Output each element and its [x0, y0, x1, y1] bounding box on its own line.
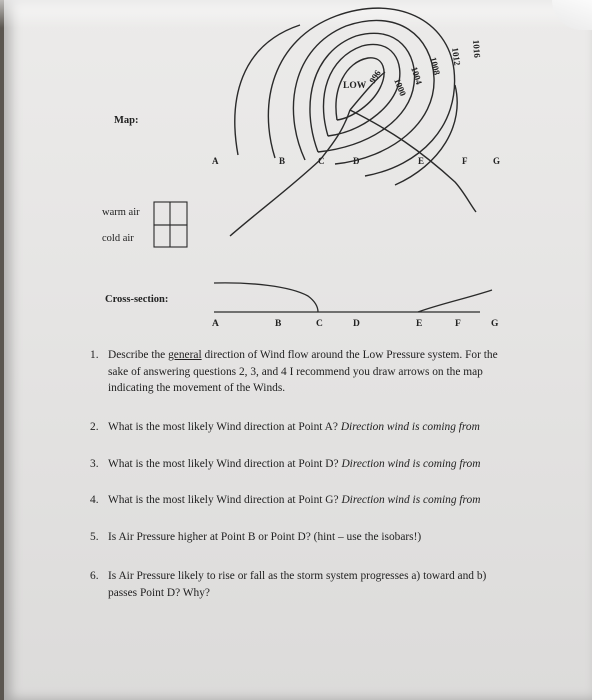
question-6-number: 6.	[90, 570, 99, 582]
question-2-answer-prompt: Direction wind is coming from	[340, 421, 480, 433]
map-point-a: A	[212, 156, 219, 166]
question-2-number: 2.	[90, 421, 99, 433]
map-point-f: F	[462, 156, 468, 166]
xs-point-e: E	[416, 319, 423, 329]
question-5-text: Is Air Pressure higher at Point B or Point D? (hint – use the isobars!)	[108, 531, 422, 543]
question-5-number: 5.	[90, 531, 99, 543]
low-label: LOW	[343, 81, 367, 91]
isobar-1012	[268, 8, 454, 176]
map-point-c: C	[318, 156, 325, 166]
xs-point-d: D	[353, 319, 360, 329]
question-5	[90, 529, 421, 546]
question-1-underlined: general	[168, 349, 202, 361]
map-point-b: B	[279, 156, 286, 166]
question-6	[90, 568, 518, 601]
xs-point-g: G	[491, 319, 499, 329]
map-point-e: E	[418, 156, 425, 166]
map-point-g: G	[493, 156, 501, 166]
legend-warm-label: warm air	[102, 207, 140, 218]
question-1-number: 1.	[90, 349, 99, 361]
legend-cold-label: cold air	[102, 233, 134, 244]
question-3-number: 3.	[90, 458, 99, 470]
xs-warm-front	[418, 290, 492, 312]
question-4-number: 4.	[90, 494, 99, 506]
question-2	[90, 419, 480, 436]
question-1-pre: Describe the	[108, 349, 169, 361]
cross-section-title: Cross-section:	[105, 294, 169, 305]
xs-point-f: F	[455, 319, 461, 329]
question-6-text: Is Air Pressure likely to rise or fall as the storm system progresses a) toward and b) passes Point D? Why?	[108, 570, 487, 599]
question-1-post: direction of Wind flow around the Low Pressure system. For the sake of answering questions 2, 3, and 4 I recommend you draw arrows on the map indicating the movement of the Winds.	[108, 349, 498, 394]
question-3	[90, 456, 480, 473]
xs-point-c: C	[316, 319, 323, 329]
isobar-label-1012: 1012	[450, 46, 463, 67]
xs-point-b: B	[275, 319, 282, 329]
isobar-label-1000: 1000	[392, 77, 409, 98]
xs-point-a: A	[212, 319, 219, 329]
map-point-d: D	[353, 156, 360, 166]
warm-front-line	[350, 110, 476, 212]
cold-front-line	[230, 110, 350, 236]
question-4-text: What is the most likely Wind direction at Point G?	[108, 494, 339, 506]
isobar-label-1008: 1008	[428, 56, 443, 76]
question-2-text: What is the most likely Wind direction at Point A?	[108, 421, 338, 433]
isobar-label-996: 996	[367, 68, 383, 86]
xs-cold-front	[214, 283, 318, 312]
question-1	[90, 347, 518, 397]
question-3-text: What is the most likely Wind direction at Point D?	[108, 458, 339, 470]
isobar-label-1004: 1004	[409, 65, 425, 86]
question-3-answer-prompt: Direction wind is coming from	[341, 458, 481, 470]
question-4-answer-prompt: Direction wind is coming from	[341, 494, 481, 506]
isobar-label-1016: 1016	[471, 39, 483, 59]
map-title: Map:	[114, 115, 139, 126]
question-4	[90, 492, 480, 509]
